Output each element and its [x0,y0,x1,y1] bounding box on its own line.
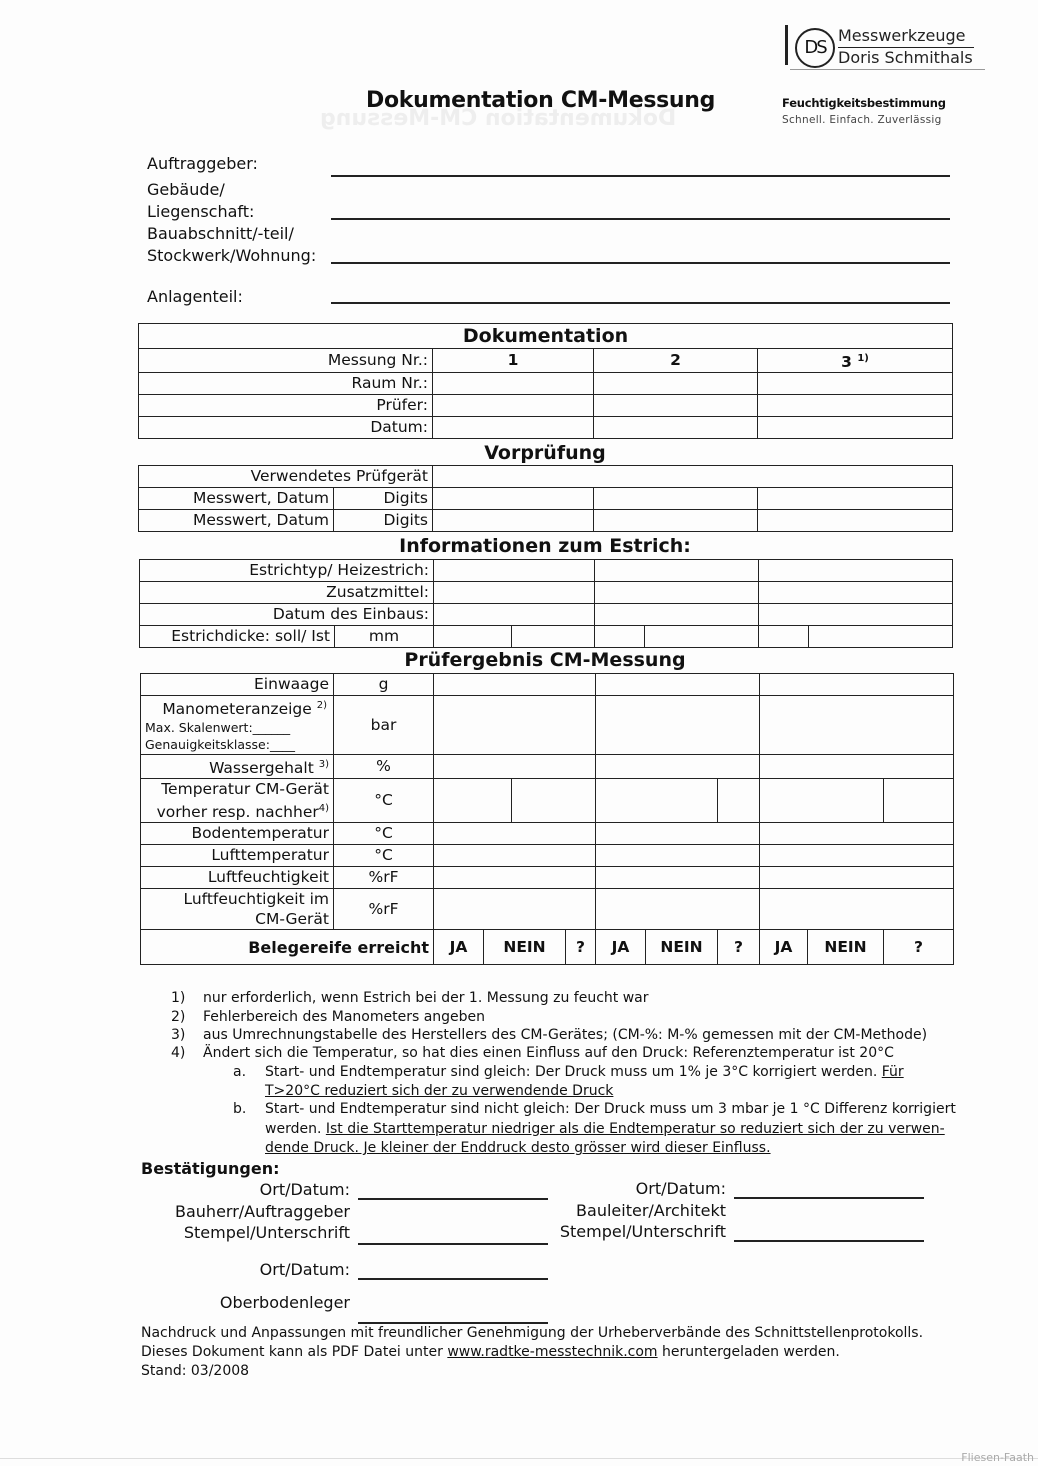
skalenwert-label: Max. Skalenwert:______ [145,719,291,735]
raum-cell-2[interactable] [594,373,758,395]
zusatzmittel-cell-1[interactable] [434,582,595,604]
feuchte-cm-cell-3[interactable] [760,889,954,930]
dicke-ist-1[interactable] [512,626,595,648]
wasser-label [141,755,334,779]
belegreife-nein-2[interactable]: NEIN [646,930,718,965]
manometer-cell-2[interactable] [596,696,760,755]
einwaage-unit: g [334,674,434,696]
feuchte-label: Luftfeuchtigkeit [141,867,334,889]
manometer-label [145,697,327,718]
estrich-table [139,559,953,648]
ort-datum-label-2: Ort/Datum: [635,1179,726,1198]
messwert-1-cell-1[interactable] [433,488,594,510]
bottom-rule [0,1458,1038,1459]
dicke-soll-3[interactable] [759,626,809,648]
estrichtyp-cell-3[interactable] [759,560,953,582]
einwaage-cell-1[interactable] [434,674,596,696]
einwaage-label: Einwaage [141,674,334,696]
pruefer-cell-1[interactable] [433,395,594,417]
footnote-4-text: Ändert sich die Temperatur, so hat dies einen Einfluss auf den Druck: Referenztemperatur ist 20°C [203,1045,894,1061]
footnote-4a-text: Start- und Endtemperatur sind gleich: Der Druck muss um 1% je 3°C korrigiert werden. [265,1064,882,1080]
logo-line2: Doris Schmithals [838,48,973,67]
manometer-unit: bar [334,696,434,755]
footnote-ref-4: 4) [318,803,329,815]
vorpruefung-title: Vorprüfung [484,442,606,464]
footer-link[interactable]: www.radtke-messtechnik.com [447,1344,658,1360]
luft-cell-3[interactable] [760,845,954,867]
footnote-3-number: 3) [171,1027,186,1043]
footnote-4a-underlined-2: T>20°C reduziert sich der zu verwendende Druck [265,1083,614,1099]
feuchte-cm-label-2: CM-Gerät [255,910,329,929]
footer-download-post: heruntergeladen werden. [657,1344,840,1360]
estrichtyp-label: Estrichtyp/ Heizestrich: [140,560,434,582]
messung-col-3 [758,349,953,373]
ort-datum-label-3: Ort/Datum: [259,1260,350,1279]
footnote-4b-line2 [265,1120,945,1139]
feuchte-cm-cell-2[interactable] [596,889,760,930]
bauleiter-signature-field[interactable] [734,1240,924,1242]
belegreife-unsure-2[interactable]: ? [718,930,760,965]
feuchte-cell-3[interactable] [760,867,954,889]
footnote-4a [233,1063,904,1082]
zusatzmittel-cell-3[interactable] [759,582,953,604]
footnote-1-text: nur erforderlich, wenn Estrich bei der 1. Messung zu feucht war [203,990,649,1006]
footnote-4-number: 4) [171,1045,186,1061]
footnote-2-number: 2) [171,1009,186,1025]
raum-label: Raum Nr.: [139,373,433,395]
estrichdicke-label: Estrichdicke: soll/ Ist [140,626,335,648]
temp-label-2-text: vorher resp. nachher [156,803,319,822]
messwert-1-cell-2[interactable] [594,488,758,510]
auftraggeber-label: Auftraggeber: [147,154,258,173]
anlagenteil-label: Anlagenteil: [147,287,243,306]
datum-cell-1[interactable] [433,417,594,439]
footnote-4b-letter: b. [233,1101,247,1117]
dokumentation-title: Dokumentation [139,324,953,349]
manometer-label-text: Manometeranzeige [162,700,312,719]
temp-nachher-1[interactable] [512,779,596,823]
belegreife-unsure-1[interactable]: ? [566,930,596,965]
footer-download-pre: Dieses Dokument kann als PDF Datei unter [141,1344,448,1360]
footer-download [141,1343,840,1362]
zusatzmittel-cell-2[interactable] [595,582,759,604]
bleed-through-text: Dokumentation CM-Messung [320,106,677,131]
raum-cell-1[interactable] [433,373,594,395]
einbau-label: Datum des Einbaus: [140,604,434,626]
estrichtyp-cell-1[interactable] [434,560,595,582]
luft-unit: °C [334,845,434,867]
belegreife-nein-3[interactable]: NEIN [808,930,884,965]
ort-datum-field-1[interactable] [358,1198,548,1200]
footnote-4b [233,1100,956,1119]
boden-cell-3[interactable] [760,823,954,845]
luft-cell-2[interactable] [596,845,760,867]
messwert-2-cell-2[interactable] [594,510,758,532]
einwaage-cell-3[interactable] [760,674,954,696]
footnote-4b-underlined-1: Ist die Starttemperatur niedriger als die Endtemperatur so reduziert sich der zu verwen- [325,1121,945,1137]
gebaeude-label-2: Liegenschaft: [147,202,255,221]
footnote-ref-3: 3) [318,759,329,770]
stempel-label-2: Stempel/Unterschrift [559,1222,726,1241]
auftraggeber-field[interactable] [331,175,950,177]
bauabschnitt-field[interactable] [331,262,950,264]
bauabschnitt-label-1: Bauabschnitt/-teil/ [147,224,294,243]
genauigkeit-label: Genauigkeitsklasse:____ [145,736,295,752]
footnote-ref-2: 2) [316,700,327,712]
wasser-unit: % [334,755,434,779]
temp-vorher-1[interactable] [434,779,512,823]
ergebnis-title: Prüfergebnis CM-Messung [404,649,686,671]
footer-version: Stand: 03/2008 [141,1363,250,1379]
logo-line1: Messwerkzeuge [838,26,966,45]
manometer-cell-1[interactable] [434,696,596,755]
bauherr-label: Bauherr/Auftraggeber [175,1202,350,1221]
messwert-label-2: Messwert, Datum [139,510,334,532]
anlagenteil-field[interactable] [331,302,950,304]
belegreife-ja-2[interactable]: JA [596,930,646,965]
raum-cell-3[interactable] [758,373,953,395]
feuchte-cell-1[interactable] [434,867,596,889]
footnote-4a-underlined-1: Für [881,1064,904,1080]
oberbodenleger-label: Oberbodenleger [219,1293,350,1312]
messung-col-3-label: 3 [841,353,852,372]
einbau-cell-1[interactable] [434,604,595,626]
estrichdicke-unit: mm [335,626,434,648]
temp-vorher-3[interactable] [760,779,884,823]
feuchte-cm-label-1: Luftfeuchtigkeit im [183,890,329,909]
temp-unit: °C [334,779,434,823]
temp-vorher-2[interactable] [596,779,718,823]
footnote-4 [171,1044,894,1063]
temp-nachher-3[interactable] [884,779,954,823]
brand-slogan: Schnell. Einfach. Zuverlässig [782,114,942,126]
logo-monogram-icon: DS [795,28,835,68]
footnote-3-text: aus Umrechnungstabelle des Herstellers des CM-Gerätes; (CM-%: M-% gemessen mit der CM-Methode) [203,1027,928,1043]
wasser-cell-1[interactable] [434,755,596,779]
temp-label-cell [141,779,334,823]
einbau-cell-2[interactable] [595,604,759,626]
dicke-ist-2[interactable] [645,626,759,648]
page-title: Dokumentation CM-Messung [366,88,716,113]
pruefer-label: Prüfer: [139,395,433,417]
boden-unit: °C [334,823,434,845]
ort-datum-field-2[interactable] [734,1197,924,1199]
luft-label: Lufttemperatur [141,845,334,867]
bauabschnitt-label-2: Stockwerk/Wohnung: [147,246,317,265]
messwert-2-cell-3[interactable] [758,510,953,532]
temp-nachher-2[interactable] [718,779,760,823]
brand-title: Feuchtigkeitsbestimmung [782,96,946,110]
estrich-title: Informationen zum Estrich: [399,535,691,557]
geraet-label: Verwendetes Prüfgerät [139,466,433,488]
bauherr-signature-field[interactable] [358,1243,548,1245]
bauleiter-label: Bauleiter/Architekt [576,1201,726,1220]
boden-cell-2[interactable] [596,823,760,845]
datum-cell-2[interactable] [594,417,758,439]
belegreife-label: Belegereife erreicht [141,930,434,965]
zusatzmittel-label: Zusatzmittel: [140,582,434,604]
pruefer-cell-3[interactable] [758,395,953,417]
messwert-label-1: Messwert, Datum [139,488,334,510]
ergebnis-table [140,673,954,965]
gebaeude-label-1: Gebäude/ [147,180,225,199]
feuchte-cm-label-cell [141,889,334,930]
estrichtyp-cell-2[interactable] [595,560,759,582]
footnote-1-number: 1) [171,990,186,1006]
wasser-cell-2[interactable] [596,755,760,779]
vorpruefung-table [138,465,953,532]
ort-datum-field-3[interactable] [358,1278,548,1280]
boden-label: Bodentemperatur [141,823,334,845]
footnote-4b-underlined-2: dende Druck. Je kleiner der Enddruck desto grösser wird dieser Einfluss. [265,1140,771,1156]
footnote-2-text: Fehlerbereich des Manometers angeben [203,1009,486,1025]
feuchte-cell-2[interactable] [596,867,760,889]
footnote-2 [171,1008,485,1027]
dicke-soll-2[interactable] [595,626,645,648]
einwaage-cell-2[interactable] [596,674,760,696]
feuchte-unit: %rF [334,867,434,889]
wasser-cell-3[interactable] [760,755,954,779]
belegreife-nein-1[interactable]: NEIN [484,930,566,965]
wasser-label-text: Wassergehalt [209,759,314,778]
dicke-soll-1[interactable] [434,626,512,648]
footnote-ref-1: 1) [857,353,869,364]
pruefer-cell-2[interactable] [594,395,758,417]
digits-unit-1: Digits [334,488,433,510]
confirmations-title: Bestätigungen: [141,1159,280,1178]
temp-label-2 [145,799,329,822]
gebaeude-field[interactable] [331,218,950,220]
stempel-label-1: Stempel/Unterschrift [183,1223,350,1242]
messwert-2-cell-1[interactable] [433,510,594,532]
watermark: Fliesen-Faath [961,1451,1034,1464]
dokumentation-table [138,323,953,439]
dicke-ist-3[interactable] [809,626,953,648]
manometer-label-cell [141,696,334,755]
ort-datum-label-1: Ort/Datum: [259,1180,350,1199]
luft-cell-1[interactable] [434,845,596,867]
digits-unit-2: Digits [334,510,433,532]
footnote-4b-text: Start- und Endtemperatur sind nicht gleich: Der Druck muss um 3 mbar je 1 °C Differenz korrigiert [265,1101,956,1117]
footnote-3 [171,1026,927,1045]
manometer-cell-3[interactable] [760,696,954,755]
messung-label: Messung Nr.: [139,349,433,373]
boden-cell-1[interactable] [434,823,596,845]
footer-copyright: Nachdruck und Anpassungen mit freundlicher Genehmigung der Urheberverbände des Schnittstellenprotokolls. [141,1325,924,1341]
belegreife-ja-1[interactable]: JA [434,930,484,965]
messwert-1-cell-3[interactable] [758,488,953,510]
geraet-cell[interactable] [433,466,953,488]
footnote-1 [171,989,648,1008]
feuchte-cm-unit: %rF [334,889,434,930]
footnote-4b-text-2: werden. [265,1121,326,1137]
datum-cell-3[interactable] [758,417,953,439]
temp-label-1: Temperatur CM-Gerät [161,780,329,799]
messung-col-2: 2 [594,349,758,373]
logo-shadow [790,69,985,70]
logo-bar [785,25,788,65]
belegreife-ja-3[interactable]: JA [760,930,808,965]
messung-col-1: 1 [433,349,594,373]
belegreife-unsure-3[interactable]: ? [884,930,954,965]
einbau-cell-3[interactable] [759,604,953,626]
feuchte-cm-cell-1[interactable] [434,889,596,930]
footnote-4a-letter: a. [233,1064,247,1080]
datum-label: Datum: [139,417,433,439]
